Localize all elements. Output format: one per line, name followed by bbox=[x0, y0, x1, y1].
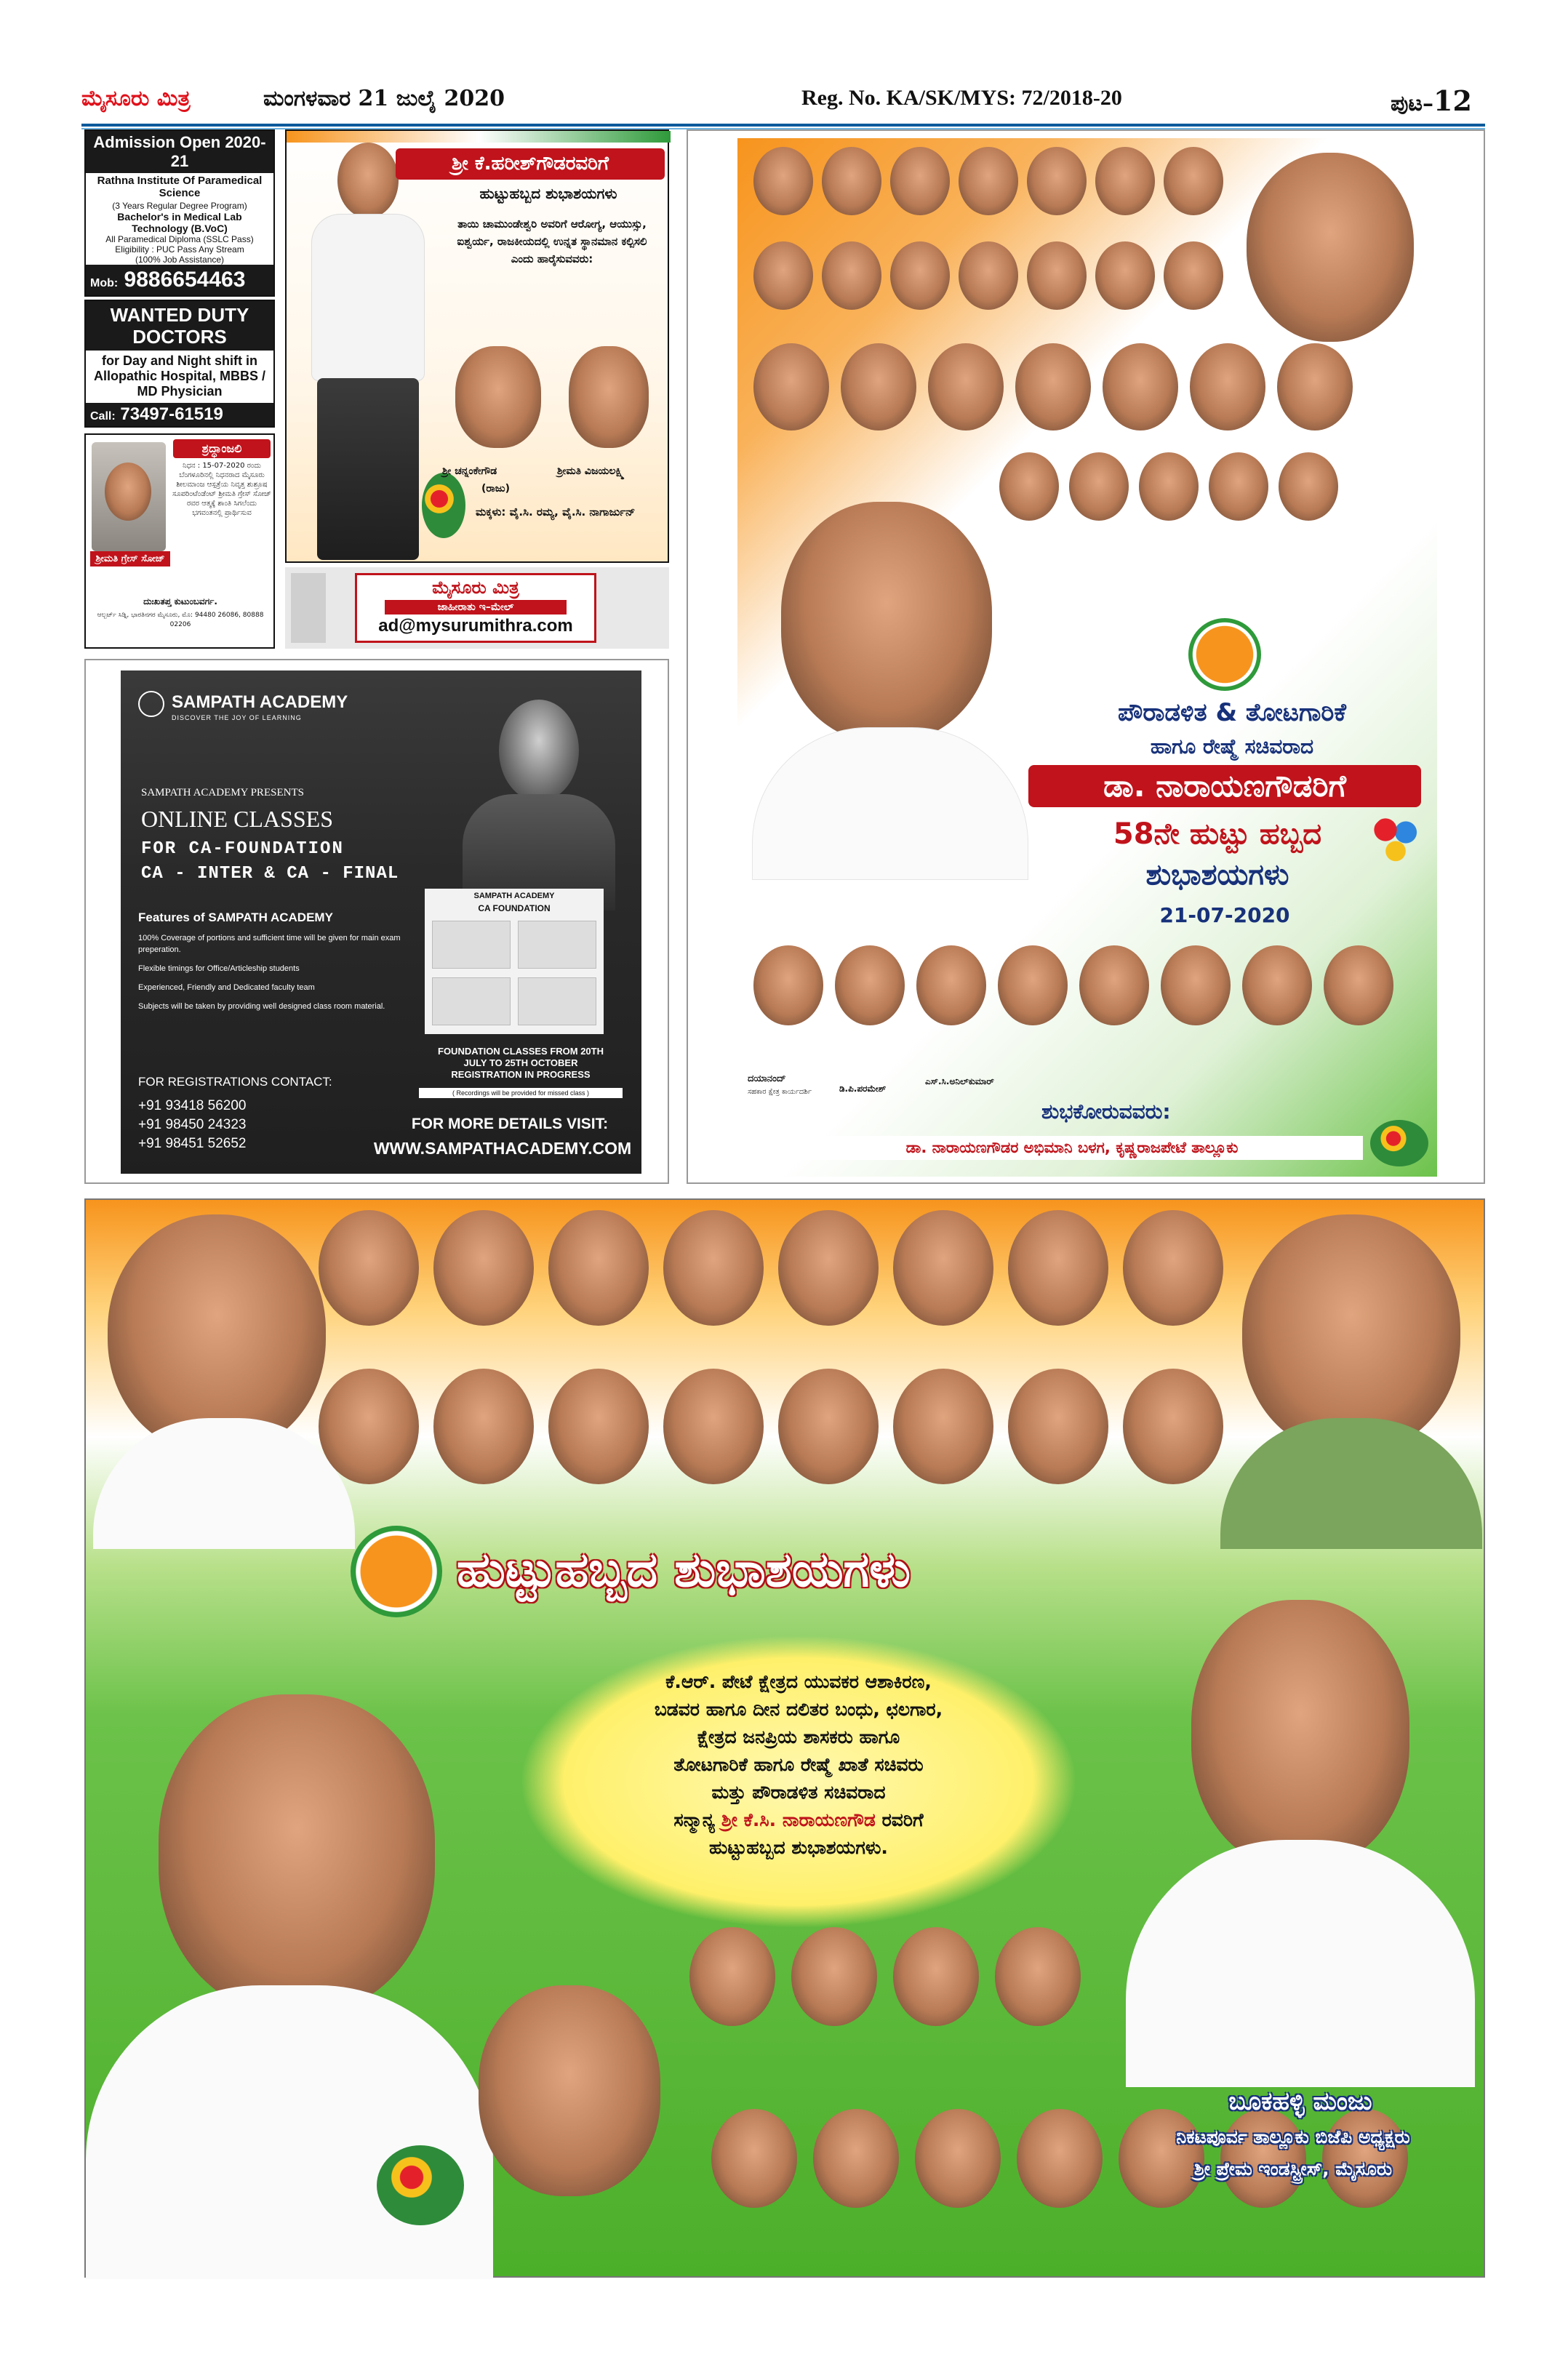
ad-duty-doctors bbox=[84, 300, 275, 428]
portrait-photo bbox=[893, 1210, 993, 1326]
ad-duty-doctors-body: for Day and Night shift in Allopathic Hospital, MBBS / MD Physician bbox=[93, 353, 265, 399]
ad-greeting-harish bbox=[285, 129, 669, 563]
portrait-photo bbox=[890, 241, 950, 310]
portrait-photo bbox=[1161, 945, 1231, 1025]
g2-line1: ಪೌರಾಡಳಿತ & ತೋಟಗಾರಿಕೆ bbox=[1117, 698, 1347, 727]
sampath-visit-title: FOR MORE DETAILS VISIT: bbox=[411, 1116, 609, 1132]
sampath-phone[interactable]: +91 98450 24323 bbox=[138, 1117, 247, 1132]
portrait-photo bbox=[319, 1369, 419, 1484]
ad-duty-doctors-phone: Call: 73497-61519 bbox=[86, 403, 273, 426]
sampath-card-brand: SAMPATH ACADEMY bbox=[473, 892, 555, 900]
portrait-photo bbox=[959, 147, 1018, 215]
leaders-row bbox=[753, 147, 1233, 234]
obituary-body: ನಿಧನ : 15-07-2020 ರಂದು ಬೆಂಗಳೂರಿನಲ್ಲಿ ನಿಧನರಾದ ಮೈಸೂರು ಶೀಲಮಾಂಜ ಆಸ್ಪತ್ರೆಯ ನಿವೃತ್ತ ಶುಶ್ರೂಷ ಸೂಪರಿಂಟೆಂಡೆಂಟ್ ಶ್ರೀಮತಿ ಗ್ರೇಸ್ ಸೋಜ್ ರವರ ಆತ್ಮಕ್ಕೆ ಶಾಂತಿ ಸಿಗಲೆಂದು ಭಗವಂತನಲ್ಲಿ ಪ್ರಾರ್ಥಿಸುವ bbox=[172, 462, 271, 517]
leaders-row bbox=[753, 343, 1364, 438]
leaders-row bbox=[319, 1210, 1242, 1356]
portrait-photo bbox=[1095, 147, 1155, 215]
portrait-photo bbox=[1123, 1369, 1223, 1484]
cm-portrait bbox=[1247, 153, 1414, 342]
portrait-photo bbox=[1324, 945, 1393, 1025]
leaders-row bbox=[753, 241, 1233, 329]
portrait-photo bbox=[753, 147, 813, 215]
sampath-note: ( Recordings will be provided for missed class ) bbox=[419, 1088, 623, 1098]
mysurumithra-email[interactable]: ad@mysurumithra.com bbox=[378, 616, 573, 636]
ad-mysurumithra bbox=[355, 573, 596, 643]
harish-children: ಮಕ್ಕಳು: ವೈ.ಸಿ. ರಮ್ಯ, ವೈ.ಸಿ. ನಾಗಾರ್ಜುನ್ bbox=[476, 505, 636, 519]
portrait-photo bbox=[753, 343, 829, 431]
sampath-contact-title: FOR REGISTRATIONS CONTACT: bbox=[138, 1075, 332, 1089]
leaders-row bbox=[999, 452, 1348, 540]
portrait-photo bbox=[890, 147, 950, 215]
g2-date: 21-07-2020 bbox=[1159, 903, 1290, 927]
obituary-title: ಶ್ರದ್ಧಾಂಜಲಿ bbox=[173, 439, 271, 458]
portrait-photo bbox=[928, 343, 1004, 431]
portrait-photo bbox=[1027, 241, 1087, 310]
ad-admission-line: Eligibility : PUC Pass Any Stream bbox=[115, 244, 244, 255]
masthead bbox=[81, 81, 1485, 121]
portrait-photo bbox=[813, 2109, 899, 2208]
narayanagowda-portrait bbox=[752, 487, 1028, 880]
portrait-photo bbox=[711, 2109, 797, 2208]
sampath-url[interactable]: WWW.SAMPATHACADEMY.COM bbox=[373, 1139, 632, 1158]
sampath-sub2: CA - INTER & CA - FINAL bbox=[141, 864, 399, 884]
sampath-logo-icon bbox=[138, 691, 164, 717]
obituary-footer: ಆಲ್ಬರ್ಟ್ ಸಿಡ್ನಿ, ಭಾರತಿನಗರ ಮೈಸೂರು, ಮೊ: 94480 26086, 80888 02206 bbox=[97, 612, 264, 628]
portrait-photo bbox=[1027, 147, 1087, 215]
g2-cap1: ದಯಾನಂದ್ bbox=[748, 1073, 786, 1084]
g3-name-line: ಸನ್ಮಾನ್ಯ ಶ್ರೀ ಕೆ.ಸಿ. ನಾರಾಯಣಗೌಡ ರವರಿಗೆ bbox=[673, 1809, 924, 1830]
ad-admission-line: All Paramedical Diploma (SSLC Pass) bbox=[105, 234, 254, 244]
wishers-row bbox=[753, 945, 1423, 1054]
masthead-rule bbox=[81, 124, 1485, 127]
portrait-photo bbox=[1209, 452, 1268, 521]
ad-admission-institute: Rathna Institute Of Paramedical Science bbox=[97, 175, 263, 199]
flower-bouquet-icon bbox=[422, 473, 465, 538]
sampath-features-title: Features of SAMPATH ACADEMY bbox=[138, 910, 333, 924]
portrait-photo bbox=[1242, 945, 1312, 1025]
sampath-presenter-photo bbox=[455, 685, 630, 910]
portrait-photo bbox=[1017, 2109, 1103, 2208]
g3-body-line: ಕ್ಷೇತ್ರದ ಜನಪ್ರಿಯ ಶಾಸಕರು ಹಾಗೂ bbox=[697, 1726, 900, 1748]
ad-greeting-narayanagowda-frame bbox=[687, 129, 1485, 1184]
portrait-photo bbox=[778, 1369, 879, 1484]
ad-sampath bbox=[121, 670, 641, 1174]
sampath-brand: SAMPATH ACADEMY bbox=[172, 692, 348, 712]
portrait-photo bbox=[916, 945, 986, 1025]
portrait-photo bbox=[1164, 147, 1223, 215]
portrait-photo bbox=[319, 1210, 419, 1326]
harish-photo bbox=[295, 138, 441, 560]
g3-body-line: ಕೆ.ಆರ್. ಪೇಟೆ ಕ್ಷೇತ್ರದ ಯುವಕರ ಆಶಾಕಿರಣ, bbox=[665, 1671, 932, 1692]
sampath-feature: Subjects will be taken by providing well designed class room material. bbox=[138, 1002, 385, 1011]
harish-title: ಶ್ರೀ ಕೆ.ಹರೀಶ್‌ಗೌಡರವರಿಗೆ bbox=[396, 148, 665, 180]
portrait-photo bbox=[548, 1369, 649, 1484]
mysurumithra-logo: ಮೈಸೂರು ಮಿತ್ರ bbox=[432, 577, 519, 598]
flower-bouquet-icon bbox=[377, 2145, 464, 2225]
channankegowda-photo bbox=[455, 346, 541, 448]
portrait-photo bbox=[1069, 452, 1129, 521]
portrait-photo bbox=[995, 1927, 1081, 2026]
portrait-photo bbox=[689, 1927, 775, 2026]
harish-person1: ಶ್ರೀ ಚನ್ನಂಕೇಗೌಡ bbox=[442, 465, 497, 477]
portrait-photo bbox=[1095, 241, 1155, 310]
sampath-phone[interactable]: +91 98451 52652 bbox=[138, 1136, 247, 1151]
g2-line3: 58ನೇ ಹುಟ್ಟು ಹಬ್ಬದ bbox=[1113, 817, 1322, 851]
portrait-photo bbox=[753, 241, 813, 310]
g2-line4: ಶುಭಾಶಯಗಳು bbox=[1145, 858, 1289, 892]
g3-sender-name: ಬೂಕಹಳ್ಳಿ ಮಂಜು bbox=[1228, 2087, 1372, 2116]
obituary-photo bbox=[92, 442, 166, 551]
balloons-icon bbox=[1370, 814, 1421, 865]
ad-greeting-krpete bbox=[84, 1198, 1485, 2278]
portrait-photo bbox=[1139, 452, 1199, 521]
sampath-card bbox=[425, 889, 604, 1034]
g3-sender-role: ನಿಕಟಪೂರ್ವ ತಾಲ್ಲೂಕು ಬಿಜೆಪಿ ಅಧ್ಯಕ್ಷರು bbox=[1176, 2126, 1410, 2147]
g3-body-line: ಮತ್ತು ಪೌರಾಡಳಿತ ಸಚಿವರಾದ bbox=[711, 1782, 886, 1803]
portrait-photo bbox=[822, 241, 881, 310]
portrait-photo bbox=[893, 1369, 993, 1484]
ad-admission bbox=[84, 129, 275, 297]
vijayalakshmi-photo bbox=[569, 346, 649, 448]
portrait-photo bbox=[1008, 1210, 1108, 1326]
portrait-photo bbox=[1079, 945, 1149, 1025]
manju-portrait bbox=[1126, 1505, 1475, 2087]
portrait-photo bbox=[1015, 343, 1091, 431]
g2-cap3: ಎಸ್.ಸಿ.ಅನಿಲ್‌ಕುಮಾರ್ bbox=[925, 1076, 994, 1086]
leader-portrait bbox=[479, 1985, 660, 2196]
sampath-features bbox=[138, 932, 422, 1012]
flower-bouquet-icon bbox=[1370, 1120, 1428, 1166]
ad-admission-line: (100% Job Assistance) bbox=[135, 255, 225, 265]
ad-admission-line: (3 Years Regular Degree Program) bbox=[112, 201, 247, 211]
harish-person1-nick: (ರಾಜು) bbox=[481, 483, 511, 495]
sampath-card-title: CA FOUNDATION bbox=[478, 903, 551, 913]
sampath-sub1: FOR CA-FOUNDATION bbox=[141, 839, 344, 859]
sampath-headline: ONLINE CLASSES bbox=[141, 806, 334, 832]
g3-closing: ಹುಟ್ಟುಹಬ್ಬದ ಶುಭಾಶಯಗಳು. bbox=[709, 1837, 888, 1858]
page-number: ಪುಟ–12 bbox=[1391, 84, 1472, 117]
portrait-photo bbox=[753, 945, 823, 1025]
masthead-date: ಮಂಗಳವಾರ 21 ಜುಲೈ 2020 bbox=[263, 86, 505, 111]
g3-headline: ಹುಟ್ಟುಹಬ್ಬದ ಶುಭಾಶಯಗಳು bbox=[457, 1542, 911, 1598]
portrait-photo bbox=[778, 1210, 879, 1326]
bjp-lotus-icon bbox=[351, 1526, 442, 1617]
obituary-name: ಶ್ರೀಮತಿ ಗ್ರೇಸ್ ಸೋಜ್ bbox=[90, 551, 170, 567]
sampath-feature: 100% Coverage of portions and sufficient time will be given for main exam preperation. bbox=[138, 934, 401, 954]
portrait-photo bbox=[433, 1210, 534, 1326]
leaders-row bbox=[319, 1369, 1242, 1514]
g2-wishers-label: ಶುಭಕೋರುವವರು: bbox=[1041, 1100, 1171, 1124]
g2-cap1b: ಸಹಕಾರ ಕ್ಷೇತ್ರ ಕಾರ್ಯದರ್ಶಿ bbox=[748, 1088, 812, 1096]
bjp-lotus-icon bbox=[1188, 618, 1261, 691]
supporters-row bbox=[689, 1927, 1097, 2073]
portrait-photo bbox=[1103, 343, 1178, 431]
ad-sampath-frame bbox=[84, 659, 669, 1184]
g3-sender-org: ಶ್ರೀ ಪ್ರೇಮ ಇಂಡಸ್ಟ್ರೀಸ್, ಮೈಸೂರು bbox=[1193, 2158, 1393, 2179]
portrait-photo bbox=[835, 945, 905, 1025]
g2-cap2: ಡಿ.ಪಿ.ಪರಮೇಶ್ bbox=[839, 1084, 887, 1094]
mysurumithra-label: ಜಾಹೀರಾತು ಇ–ಮೇಲ್ bbox=[385, 600, 567, 614]
g3-message bbox=[522, 1636, 1075, 1927]
portrait-photo bbox=[548, 1210, 649, 1326]
sampath-banner: FOUNDATION CLASSES FROM 20TH JULY TO 25TH OCTOBER REGISTRATION IN PROGRESS bbox=[438, 1046, 604, 1080]
harish-person2: ಶ್ರೀಮತಿ ವಿಜಯಲಕ್ಷ್ಮಿ bbox=[557, 465, 625, 477]
ad-mysurumithra-frame bbox=[285, 567, 669, 649]
sampath-feature: Flexible timings for Office/Articleship students bbox=[138, 964, 300, 973]
portrait-photo bbox=[791, 1927, 877, 2026]
masthead-reg-no: Reg. No. KA/SK/MYS: 72/2018-20 bbox=[801, 86, 1122, 110]
portrait-photo bbox=[433, 1369, 534, 1484]
portrait-photo bbox=[1277, 343, 1353, 431]
g2-name: ಡಾ. ನಾರಾಯಣಗೌಡರಿಗೆ bbox=[1028, 765, 1421, 807]
g3-body-line: ತೋಟಗಾರಿಕೆ ಹಾಗೂ ರೇಷ್ಮೆ ಖಾತೆ ಸಚಿವರು bbox=[673, 1754, 924, 1775]
portrait-photo bbox=[1164, 241, 1223, 310]
portrait-photo bbox=[893, 1927, 979, 2026]
portrait-photo bbox=[998, 945, 1068, 1025]
portrait-photo bbox=[915, 2109, 1001, 2208]
ad-duty-doctors-headline: WANTED DUTY DOCTORS bbox=[86, 301, 273, 351]
harish-subtitle: ಹುಟ್ಟುಹಬ್ಬದ ಶುಭಾಶಯಗಳು bbox=[479, 185, 617, 202]
ad-admission-headline: Admission Open 2020-21 bbox=[86, 131, 273, 173]
portrait-photo bbox=[959, 241, 1018, 310]
ad-admission-line: Bachelor's in Medical Lab Technology (B.VoC) bbox=[117, 211, 242, 234]
portrait-photo bbox=[663, 1369, 764, 1484]
g2-line2: ಹಾಗೂ ರೇಷ್ಮೆ ಸಚಿವರಾದ bbox=[1150, 734, 1314, 758]
g3-body-line: ಬಡವರ ಹಾಗೂ ದೀನ ದಲಿತರ ಬಂಧು, ಛಲಗಾರ, bbox=[654, 1699, 943, 1720]
obituary-footer-title: ದುಃಖತಪ್ತ ಕುಟುಂಬವರ್ಗ. bbox=[143, 596, 217, 606]
ad-greeting-narayanagowda bbox=[737, 138, 1437, 1177]
sampath-phones bbox=[138, 1097, 246, 1153]
portrait-photo bbox=[1008, 1369, 1108, 1484]
harish-body: ತಾಯಿ ಚಾಮುಂಡೇಶ್ವರಿ ಅವರಿಗೆ ಆರೋಗ್ಯ, ಆಯುಸ್ಸು, ಐಶ್ವರ್ಯ, ರಾಜಕೀಯದಲ್ಲಿ ಉನ್ನತ ಸ್ಥಾನಮಾನ ಕಲ್ಪಿಸಲಿ ಎಂದು ಹಾರೈಸುವವರು: bbox=[457, 217, 647, 265]
portrait-photo bbox=[1190, 343, 1265, 431]
portrait-photo bbox=[822, 147, 881, 215]
ad-admission-phone: Mob: 9886654463 bbox=[86, 265, 273, 295]
portrait-photo bbox=[663, 1210, 764, 1326]
masthead-logo: ಮೈಸೂರು ಮಿತ್ರ bbox=[81, 86, 191, 111]
g2-wishers: ಡಾ. ನಾರಾಯಣಗೌಡರ ಅಭಿಮಾನಿ ಬಳಗ, ಕೃಷ್ಣರಾಜಪೇಟೆ ತಾಲ್ಲೂಕು bbox=[781, 1136, 1363, 1160]
portrait-photo bbox=[1123, 1210, 1223, 1326]
sampath-tagline: DISCOVER THE JOY OF LEARNING bbox=[172, 714, 302, 721]
sampath-phone[interactable]: +91 93418 56200 bbox=[138, 1098, 247, 1113]
portrait-photo bbox=[1279, 452, 1338, 521]
sampath-feature: Experienced, Friendly and Dedicated faculty team bbox=[138, 983, 315, 992]
sampath-presents: SAMPATH ACADEMY PRESENTS bbox=[141, 787, 304, 798]
ad-obituary bbox=[84, 433, 275, 649]
portrait-photo bbox=[841, 343, 916, 431]
